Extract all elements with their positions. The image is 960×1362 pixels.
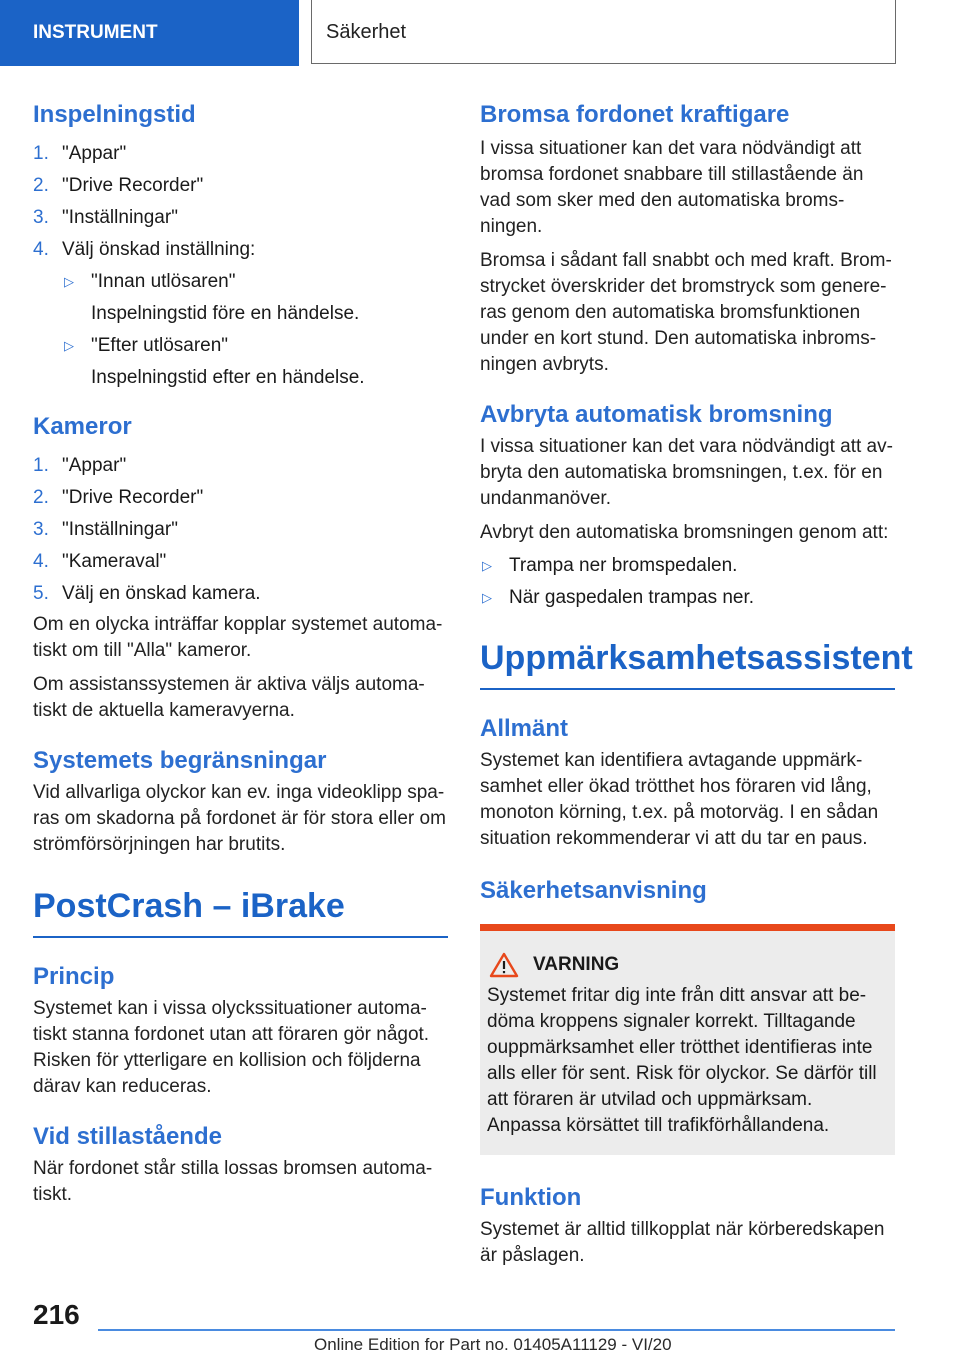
- cameras-paragraph-2: Om assistanssystemen är aktiva väljs automa-tiskt de aktuella kameravyerna.: [33, 674, 425, 721]
- list-item: ▷ "Innan utlösaren" Inspelningstid före en händelse.: [62, 266, 448, 330]
- warning-text: Systemet fritar dig inte från ditt ansvar att be-döma kroppens signaler korrekt. Tilltagande ouppmärksamhet eller trötthet identifieras inte alls eller för sent. Risk för olyckor. Se därför till att föraren är utvilad och uppmärksam. Anpassa körsättet till trafikförhållandena.: [487, 985, 877, 1136]
- standstill-paragraph: När fordonet står stilla lossas bromsen automa-tiskt.: [33, 1158, 433, 1205]
- heading-function: Funktion: [480, 1184, 582, 1211]
- list-item: 4. "Kameraval": [33, 551, 167, 572]
- triangle-bullet-icon: ▷: [64, 338, 74, 353]
- heading-cancel-braking: Avbryta automatisk bromsning: [480, 401, 833, 428]
- list-item: ▷ Trampa ner bromspedalen.: [480, 550, 895, 582]
- cameras-paragraph-1: Om en olycka inträffar kopplar systemet automa-tiskt om till "Alla" kameror.: [33, 614, 443, 661]
- heading-brake-harder: Bromsa fordonet kraftigare: [480, 101, 790, 128]
- principle-paragraph: Systemet kan i vissa olyckssituationer automa-tiskt stanna fordonet utan att föraren gör något. Risken för ytterligare en kollision och följderna därav kan reduceras.: [33, 998, 430, 1097]
- cancel-bullets: [480, 550, 895, 614]
- cancel-paragraph-2: Avbryt den automatiska bromsningen genom att:: [480, 522, 889, 543]
- list-item: 4. Välj önskad inställning:: [33, 239, 256, 260]
- left-column: [33, 96, 448, 1208]
- list-item: 2. "Drive Recorder": [33, 175, 204, 196]
- heading-general: Allmänt: [480, 715, 569, 742]
- heading-principle: Princip: [33, 963, 115, 990]
- brake-harder-paragraph-1: I vissa situationer kan det vara nödvändigt att bromsa fordonet snabbare till stillastående än vad som sker med den automatiska broms-ningen.: [480, 138, 864, 237]
- heading-attention-assistant: Uppmärksamhetsassistent: [480, 636, 895, 690]
- list-item: 3. "Inställningar": [33, 519, 178, 540]
- camera-steps: [33, 450, 448, 610]
- footer-divider: [98, 1329, 895, 1331]
- triangle-bullet-icon: ▷: [482, 590, 492, 605]
- chapter-title: Säkerhet: [311, 0, 896, 64]
- brake-harder-paragraph-2: Bromsa i sådant fall snabbt och med kraft. Brom-strycket överskrider det bromstryck som genere-ras genom den automatiska bromsfunktionen under en kort stund. Den automatiska inbroms-ningen avbryts.: [480, 250, 892, 375]
- heading-standstill: Vid stillastående: [33, 1123, 222, 1150]
- warning-header: [487, 949, 887, 981]
- function-paragraph: Systemet är alltid tillkopplat när körberedskapen är påslagen.: [480, 1219, 885, 1266]
- heading-cameras: Kameror: [33, 413, 132, 440]
- right-column: [480, 96, 913, 1269]
- warning-triangle-icon: [489, 952, 519, 978]
- list-item: 2. "Drive Recorder": [33, 487, 204, 508]
- page-number: 216: [33, 1299, 80, 1330]
- general-paragraph: Systemet kan identifiera avtagande uppmärk-samhet eller ökad trötthet hos föraren vid lång, monoton körning, t.ex. på motorväg. I en sådan situation rekommenderar vi att du tar en paus.: [480, 750, 879, 849]
- cancel-paragraph-1: I vissa situationer kan det vara nödvändigt att av-bryta den automatiska bromsningen, t.ex. för en undanmanöver.: [480, 436, 893, 509]
- footer-edition: Online Edition for Part no. 01405A11129 - VI/20: [314, 1335, 672, 1354]
- heading-recording-time: Inspelningstid: [33, 101, 196, 128]
- warning-box: [480, 924, 895, 1155]
- heading-system-limits: Systemets begränsningar: [33, 747, 327, 774]
- list-item: 3. "Inställningar": [33, 207, 178, 228]
- limits-paragraph: Vid allvarliga olyckor kan ev. inga videoklipp spa-ras om skadorna på fordonet är för stora eller om strömförsörjningen har brutits.: [33, 782, 446, 855]
- section-tab: INSTRUMENT: [0, 0, 299, 66]
- recording-steps: [33, 138, 448, 266]
- list-item: 1. "Appar": [33, 143, 127, 164]
- heading-postcrash: PostCrash – iBrake: [33, 884, 448, 938]
- recording-options: [33, 266, 448, 394]
- page-header: [0, 0, 960, 66]
- list-item: ▷ "Efter utlösaren" Inspelningstid efter en händelse.: [62, 330, 448, 394]
- heading-safety-notice: Säkerhetsanvisning: [480, 877, 707, 904]
- triangle-bullet-icon: ▷: [64, 274, 74, 289]
- warning-label: VARNING: [533, 954, 620, 975]
- list-item: 1. "Appar": [33, 455, 127, 476]
- triangle-bullet-icon: ▷: [482, 558, 492, 573]
- list-item: 5. Välj en önskad kamera.: [33, 583, 261, 604]
- list-item: ▷ När gaspedalen trampas ner.: [480, 582, 895, 614]
